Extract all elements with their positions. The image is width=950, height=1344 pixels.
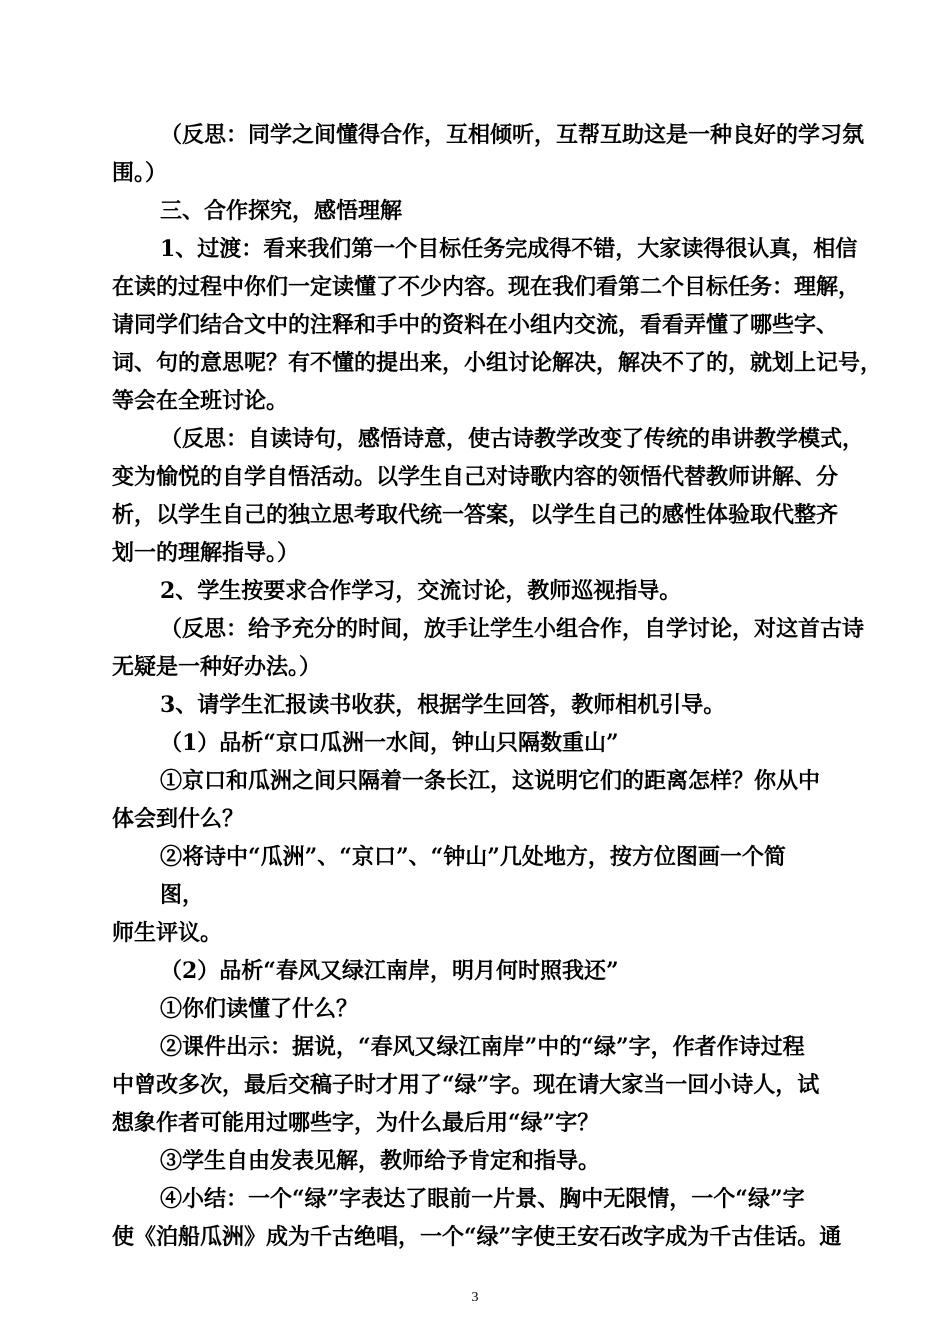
text-line: 在读的过程中你们一定读懂了不少内容。现在我们看第二个目标任务：理解，: [112, 274, 861, 300]
text-line: 无疑是一种好办法。）: [112, 654, 322, 680]
text-line: ①你们读懂了什么？: [160, 996, 359, 1022]
text-line: 变为愉悦的自学自悟活动。以学生自己对诗歌内容的领悟代替教师讲解、分: [112, 464, 839, 490]
section-heading: 三、合作探究，感悟理解: [160, 198, 403, 224]
text-line: 想象作者可能用过哪些字，为什么最后用“绿”字？: [112, 1110, 600, 1136]
text-line: 图，: [160, 882, 205, 908]
text-line: （1）品析“京口瓜洲一水间，钟山只隔数重山”: [160, 730, 619, 756]
text-line: 请同学们结合文中的注释和手中的资料在小组内交流，看看弄懂了哪些字、: [112, 312, 839, 338]
text-line: （反思：给予充分的时间，放手让学生小组合作，自学讨论，对这首古诗: [160, 616, 865, 642]
text-line: ②课件出示：据说，“春风又绿江南岸”中的“绿”字，作者作诗过程: [160, 1034, 805, 1060]
text-line: 师生评议。: [112, 920, 223, 946]
text-line: 等会在全班讨论。: [112, 388, 289, 414]
text-line: ①京口和瓜洲之间只隔着一条长江，这说明它们的距离怎样？你从中: [160, 768, 821, 794]
text-line: 使《泊船瓜洲》成为千古绝唱，一个“绿”字使王安石改字成为千古佳话。通: [112, 1224, 842, 1250]
text-line: （反思：自读诗句，感悟诗意，使古诗教学改变了传统的串讲教学模式，: [160, 426, 865, 452]
text-line: ④小结：一个“绿”字表达了眼前一片景、胸中无限情，一个“绿”字: [160, 1186, 805, 1212]
text-line: 2、学生按要求合作学习，交流讨论，教师巡视指导。: [160, 578, 682, 604]
text-line: （反思：同学之间懂得合作，互相倾听，互帮互助这是一种良好的学习氛: [160, 122, 865, 148]
page-number: 3: [471, 1290, 479, 1305]
text-line: 1、过渡：看来我们第一个目标任务完成得不错，大家读得很认真，相信: [160, 236, 858, 262]
text-line: 划一的理解指导。）: [112, 540, 300, 566]
text-line: （2）品析“春风又绿江南岸，明月何时照我还”: [160, 958, 619, 984]
text-line: 3、请学生汇报读书收获，根据学生回答，教师相机引导。: [160, 692, 726, 718]
text-line: 围。）: [112, 160, 168, 186]
text-line: 体会到什么？: [112, 806, 245, 832]
text-line: 中曾改多次，最后交稿子时才用了“绿”字。现在请大家当一回小诗人，试: [112, 1072, 820, 1098]
text-line: ②将诗中“瓜洲”、“京口”、“钟山”几处地方，按方位图画一个简: [160, 844, 786, 870]
text-line: 词、句的意思呢？有不懂的提出来，小组讨论解决，解决不了的，就划上记号，: [112, 350, 883, 376]
text-line: ③学生自由发表见解，教师给予肯定和指导。: [160, 1148, 601, 1174]
text-line: 析，以学生自己的独立思考取代统一答案，以学生自己的感性体验取代整齐: [112, 502, 839, 528]
